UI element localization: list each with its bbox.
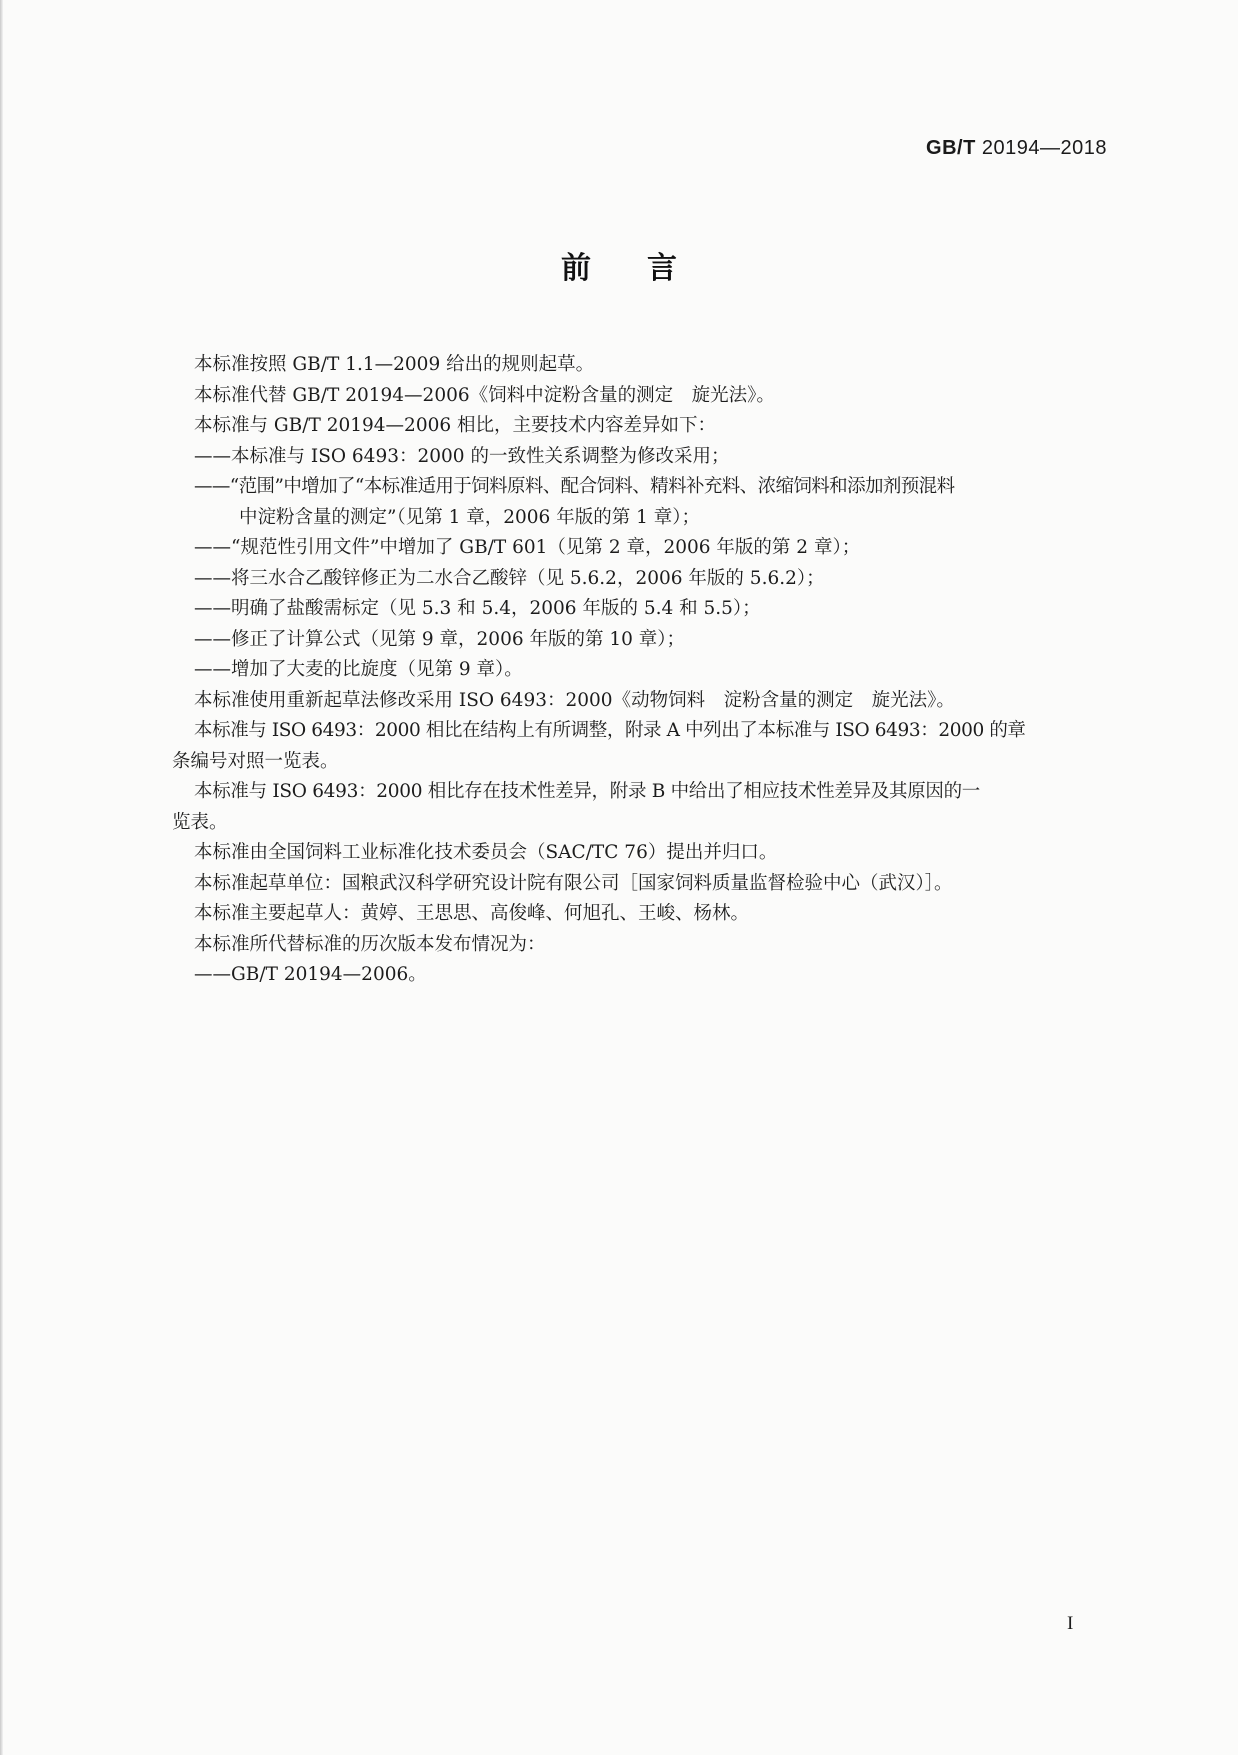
list-item: ——本标准与 ISO 6493：2000 的一致性关系调整为修改采用； — [194, 445, 730, 467]
paragraph: 本标准与 ISO 6493：2000 相比存在技术性差异，附录 B 中给出了相应技术性差异及其原因的一 — [194, 781, 981, 802]
standard-code-prefix: GB/T — [926, 137, 976, 159]
paragraph: 本标准起草单位：国粮武汉科学研究设计院有限公司［国家饲料质量监督检验中心（武汉）］。 — [194, 872, 953, 894]
list-item-continuation: 中淀粉含量的测定”（见第 1 章，2006 年版的第 1 章）； — [239, 506, 700, 528]
standard-code-number: 20194—2018 — [975, 137, 1107, 159]
list-item: ——GB/T 20194—2006。 — [194, 964, 427, 985]
page-title: 前言 — [561, 251, 733, 286]
page-number: I — [1067, 1613, 1074, 1634]
paragraph: 本标准按照 GB/T 1.1—2009 给出的规则起草。 — [194, 354, 595, 375]
foreword-body — [172, 350, 1110, 991]
paragraph-continuation: 条编号对照一览表。 — [172, 750, 339, 772]
list-item: ——明确了盐酸需标定（见 5.3 和 5.4，2006 年版的 5.4 和 5.5）； — [194, 598, 761, 619]
paragraph-continuation: 览表。 — [172, 811, 228, 833]
list-item: ——“规范性引用文件”中增加了 GB/T 601（见第 2 章，2006 年版的第 2 章）； — [194, 537, 861, 558]
paragraph: 本标准主要起草人：黄婷、王思思、高俊峰、何旭孔、王峻、杨林。 — [194, 903, 750, 924]
paragraph: 本标准代替 GB/T 20194—2006《饲料中淀粉含量的测定 旋光法》。 — [194, 384, 775, 406]
paragraph: 本标准所代替标准的历次版本发布情况为： — [194, 933, 546, 955]
paragraph: 本标准由全国饲料工业标准化技术委员会（SAC/TC 76）提出并归口。 — [194, 842, 778, 863]
paragraph: 本标准与 ISO 6493：2000 相比在结构上有所调整，附录 A 中列出了本标准与 ISO 6493：2000 的章 — [194, 720, 1026, 741]
paragraph: 本标准使用重新起草法修改采用 ISO 6493：2000《动物饲料 淀粉含量的测定 旋光法》。 — [194, 689, 955, 711]
paragraph: 本标准与 GB/T 20194—2006 相比，主要技术内容差异如下： — [194, 415, 717, 436]
list-item: ——“范围”中增加了“本标准适用于饲料原料、配合饲料、精料补充料、浓缩饲料和添加剂预混料 — [194, 476, 955, 497]
list-item: ——增加了大麦的比旋度（见第 9 章）。 — [194, 659, 523, 680]
standard-code — [926, 137, 1107, 160]
list-item: ——将三水合乙酸锌修正为二水合乙酸锌（见 5.6.2，2006 年版的 5.6.2）； — [194, 567, 825, 589]
list-item: ——修正了计算公式（见第 9 章，2006 年版的第 10 章）； — [194, 628, 686, 650]
